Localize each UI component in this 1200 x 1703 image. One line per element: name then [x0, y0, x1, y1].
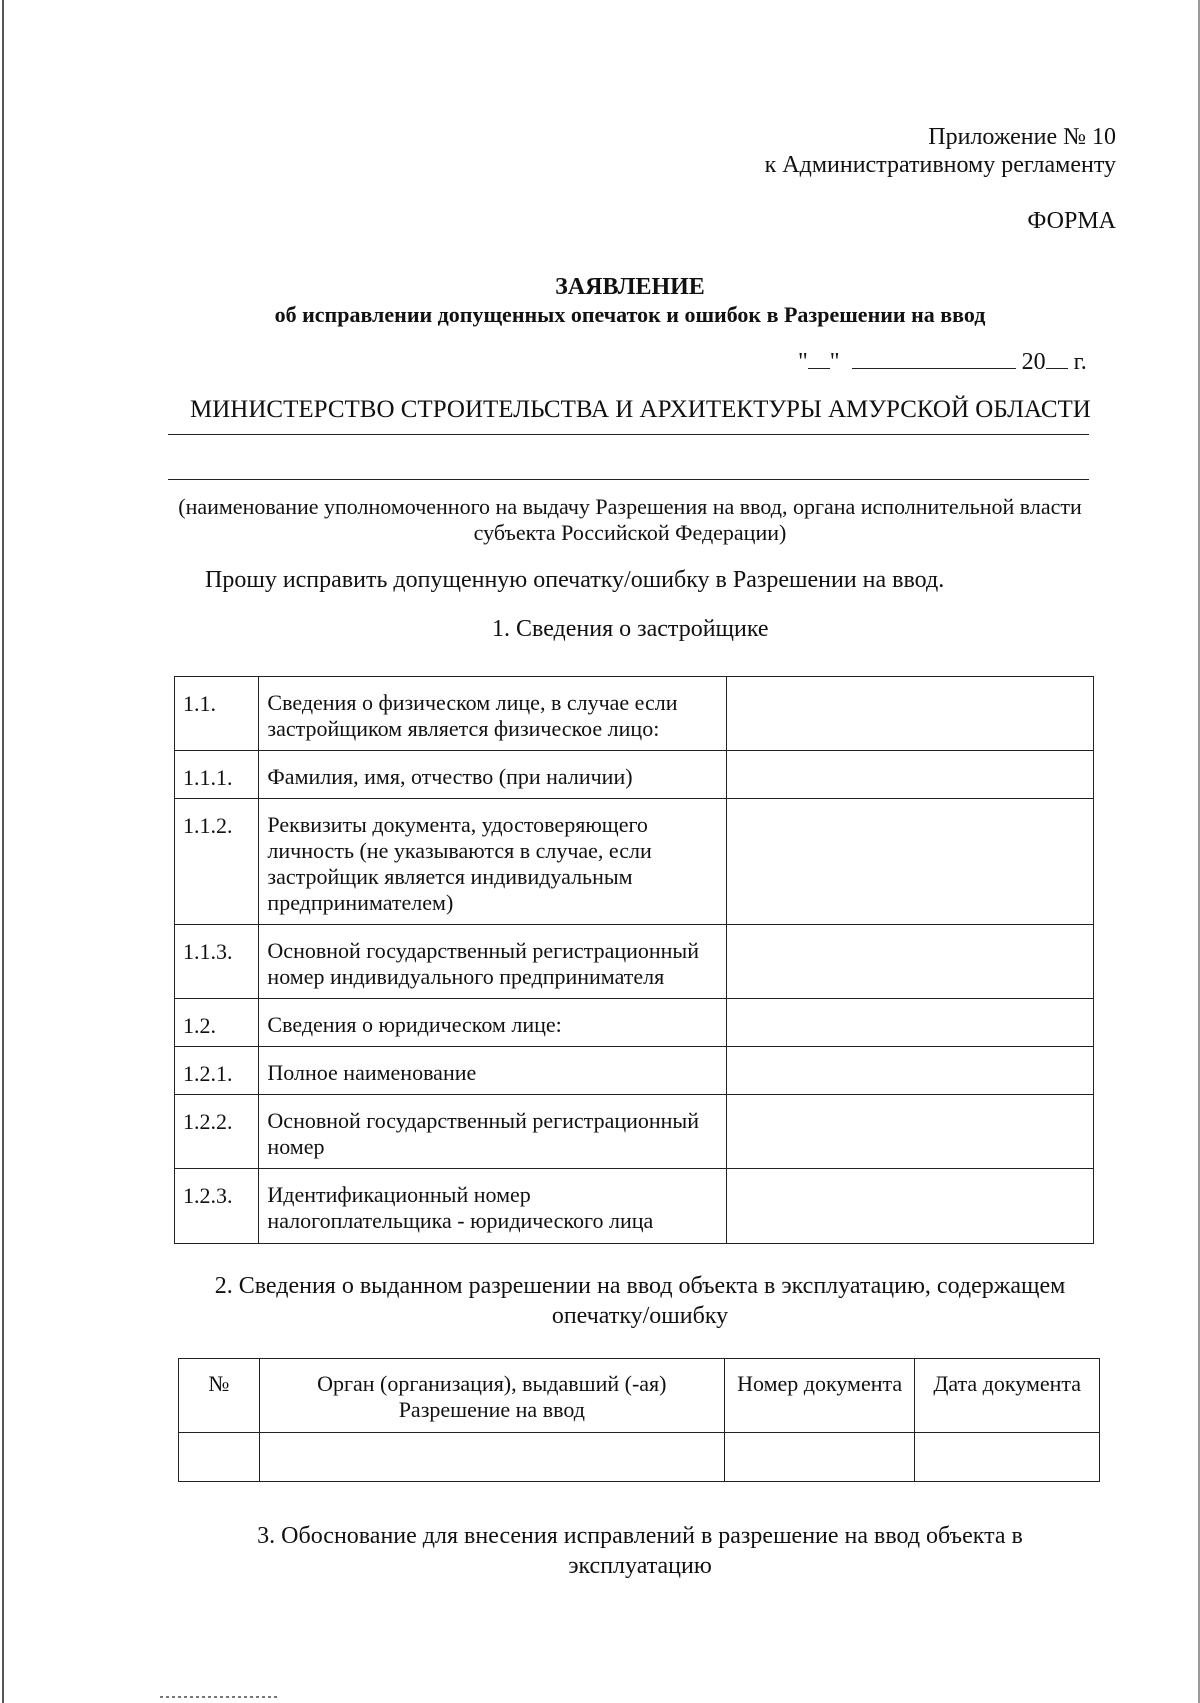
- regulation-reference: к Административному регламенту: [764, 152, 1116, 178]
- form-label: ФОРМА: [1027, 208, 1116, 234]
- appendix-number: Приложение № 10: [928, 124, 1116, 150]
- row-number: 1.1.3.: [175, 925, 259, 999]
- row-description: Основной государственный регистрационный номер индивидуального предпринимателя: [259, 925, 727, 999]
- row-description: Фамилия, имя, отчество (при наличии): [259, 751, 727, 799]
- row-description: Реквизиты документа, удостоверяющего личность (не указываются в случае, если застройщик является индивидуальным предпринимателем): [259, 799, 727, 925]
- row-number: 1.1.2.: [175, 799, 259, 925]
- row-description: Основной государственный регистрационный номер: [259, 1095, 727, 1169]
- document-title: ЗАЯВЛЕНИЕ: [555, 274, 705, 300]
- cell-number-field[interactable]: [179, 1433, 260, 1482]
- row-description: Сведения о юридическом лице:: [259, 999, 727, 1047]
- row-value-field[interactable]: [726, 925, 1093, 999]
- column-header-issuing-authority: Орган (организация), выдавший (-ая) Разрешение на ввод: [259, 1359, 724, 1433]
- row-value-field[interactable]: [726, 999, 1093, 1047]
- row-number: 1.2.3.: [175, 1169, 259, 1244]
- row-value-field[interactable]: [726, 1169, 1093, 1244]
- cell-document-date-field[interactable]: [915, 1433, 1100, 1482]
- row-description: Сведения о физическом лице, в случае если застройщиком является физическое лицо:: [259, 677, 727, 751]
- column-header-number: №: [179, 1359, 260, 1433]
- scan-edge-left: [2, 0, 4, 1703]
- date-line: [798, 348, 1087, 376]
- section3-title: 3. Обоснование для внесения исправлений в разрешение на ввод объекта в эксплуатацию: [257, 1523, 1023, 1579]
- authority-underline-2: [168, 479, 1089, 480]
- authority-underline-1: [168, 434, 1089, 435]
- section2-title: 2. Сведения о выданном разрешении на ввод объекта в эксплуатацию, содержащем опечатку/ошибку: [214, 1273, 1066, 1329]
- table-row: [175, 1169, 1094, 1244]
- table-row: [175, 925, 1094, 999]
- table-row: [175, 799, 1094, 925]
- column-header-document-number: Номер документа: [724, 1359, 915, 1433]
- year-prefix: 20: [1021, 349, 1046, 375]
- row-number: 1.2.1.: [175, 1047, 259, 1095]
- row-description: Полное наименование: [259, 1047, 727, 1095]
- row-description: Идентификационный номер налогоплательщика - юридического лица: [259, 1169, 727, 1244]
- request-text: Прошу исправить допущенную опечатку/ошибку в Разрешении на ввод.: [205, 567, 945, 593]
- cell-document-number-field[interactable]: [724, 1433, 915, 1482]
- row-value-field[interactable]: [726, 1047, 1093, 1095]
- date-quote-close: ": [829, 349, 840, 375]
- year-blank[interactable]: [1046, 350, 1068, 369]
- section1-title: 1. Сведения о застройщике: [492, 616, 769, 642]
- authority-name: МИНИСТЕРСТВО СТРОИТЕЛЬСТВА И АРХИТЕКТУРЫ АМУРСКОЙ ОБЛАСТИ: [190, 396, 1091, 423]
- row-number: 1.1.: [175, 677, 259, 751]
- document-subtitle: об исправлении допущенных опечаток и ошибок в Разрешении на ввод: [274, 302, 986, 327]
- table-row: [175, 1047, 1094, 1095]
- permit-info-table: [178, 1358, 1100, 1482]
- row-number: 1.2.: [175, 999, 259, 1047]
- cell-issuing-authority-field[interactable]: [259, 1433, 724, 1482]
- row-number: 1.2.2.: [175, 1095, 259, 1169]
- table-row: [175, 677, 1094, 751]
- row-number: 1.1.1.: [175, 751, 259, 799]
- row-value-field[interactable]: [726, 751, 1093, 799]
- date-quote-open: ": [798, 349, 808, 375]
- authority-caption: (наименование уполномоченного на выдачу Разрешения на ввод, органа исполнительной власти субъекта Российской Федерации): [178, 494, 1082, 545]
- year-suffix: г.: [1073, 349, 1087, 375]
- row-value-field[interactable]: [726, 1095, 1093, 1169]
- table-row: [175, 1095, 1094, 1169]
- row-value-field[interactable]: [726, 677, 1093, 751]
- column-header-document-date: Дата документа: [915, 1359, 1100, 1433]
- day-blank[interactable]: [808, 350, 830, 369]
- table-row: [179, 1433, 1100, 1482]
- table-header-row: [179, 1359, 1100, 1433]
- row-value-field[interactable]: [726, 799, 1093, 925]
- scan-artifact: [160, 1696, 280, 1698]
- month-blank[interactable]: [852, 350, 1016, 369]
- table-row: [175, 751, 1094, 799]
- developer-info-table: [174, 676, 1094, 1244]
- table-row: [175, 999, 1094, 1047]
